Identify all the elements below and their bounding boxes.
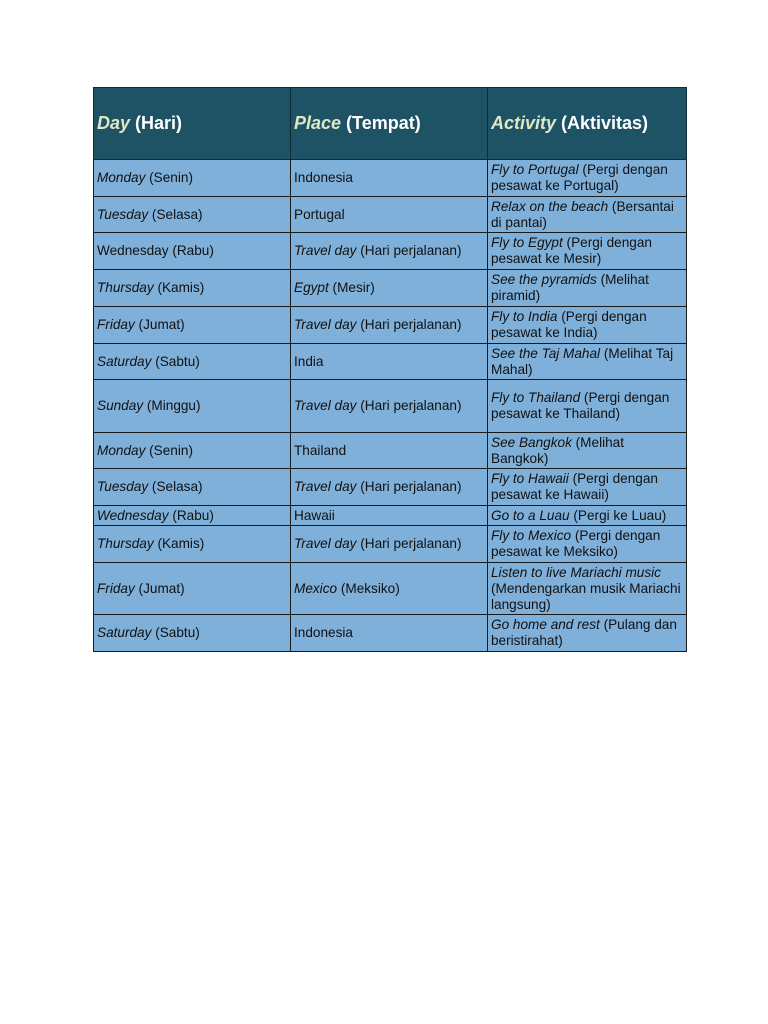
activity-en: Fly to India xyxy=(491,309,558,324)
activity-cell xyxy=(488,197,687,233)
day-en: Saturday xyxy=(97,625,152,640)
place-en: Travel day xyxy=(294,479,357,494)
header-activity-id: (Aktivitas) xyxy=(556,113,649,133)
day-en: Wednesday xyxy=(97,507,169,523)
table-row xyxy=(94,160,687,197)
place-id: (Mesir) xyxy=(328,280,375,295)
place-id: Thailand xyxy=(294,442,347,458)
header-place-id: (Tempat) xyxy=(341,113,421,133)
header-activity xyxy=(488,88,687,160)
activity-cell xyxy=(488,615,687,652)
place-id: (Hari perjalanan) xyxy=(356,243,462,258)
activity-cell xyxy=(488,270,687,307)
place-en: Travel day xyxy=(294,536,357,551)
place-id: (Hari perjalanan) xyxy=(356,536,462,551)
activity-id: (Pergi dengan pesawat ke Mesir) xyxy=(491,235,652,266)
day-id: (Selasa) xyxy=(148,479,203,494)
activity-cell xyxy=(488,233,687,270)
activity-cell xyxy=(488,526,687,563)
table-row xyxy=(94,307,687,344)
travel-schedule-table xyxy=(93,87,687,652)
day-cell xyxy=(94,615,291,652)
place-id: Hawaii xyxy=(294,507,335,523)
day-en: Monday xyxy=(97,170,146,185)
day-cell xyxy=(94,469,291,506)
day-en: Tuesday xyxy=(97,479,149,494)
day-cell xyxy=(94,197,291,233)
activity-en: Listen to live Mariachi music xyxy=(491,564,661,580)
place-id: (Hari perjalanan) xyxy=(356,479,462,494)
place-cell xyxy=(291,197,488,233)
place-cell xyxy=(291,563,488,615)
place-cell xyxy=(291,526,488,563)
day-cell xyxy=(94,380,291,433)
activity-id: (Pergi dengan pesawat ke Hawaii) xyxy=(491,471,658,502)
header-place-en: Place xyxy=(294,113,342,133)
header-activity-en: Activity xyxy=(491,113,557,133)
table-row xyxy=(94,197,687,233)
day-en: Tuesday xyxy=(97,206,149,222)
activity-cell xyxy=(488,469,687,506)
table-row xyxy=(94,469,687,506)
day-id: (Jumat) xyxy=(134,317,185,332)
place-cell xyxy=(291,270,488,307)
activity-id: (Pergi ke Luau) xyxy=(569,507,667,523)
day-cell xyxy=(94,433,291,469)
day-cell xyxy=(94,270,291,307)
place-cell xyxy=(291,380,488,433)
activity-cell xyxy=(488,506,687,526)
activity-id: (Pergi dengan pesawat ke Thailand) xyxy=(491,390,670,421)
header-day-id: (Hari) xyxy=(130,113,183,133)
day-cell xyxy=(94,160,291,197)
activity-id: (Bersantai di pantai) xyxy=(491,198,674,230)
day-cell xyxy=(94,233,291,270)
activity-id: (Melihat Taj Mahal) xyxy=(491,345,674,377)
activity-id: (Pergi dengan pesawat ke India) xyxy=(491,309,647,340)
table-header-row xyxy=(94,88,687,160)
header-day-en: Day xyxy=(97,113,131,133)
place-id: India xyxy=(294,353,324,369)
table-row xyxy=(94,270,687,307)
activity-en: See Bangkok xyxy=(491,434,572,450)
place-en: Mexico xyxy=(294,580,338,596)
day-id: (Kamis) xyxy=(153,536,205,551)
day-en: Monday xyxy=(97,442,146,458)
day-cell xyxy=(94,563,291,615)
day-cell xyxy=(94,344,291,380)
activity-en: Go to a Luau xyxy=(491,507,570,523)
activity-id: (Mendengarkan musik Mariachi langsung) xyxy=(491,580,681,612)
place-en: Travel day xyxy=(294,317,357,332)
day-en: Friday xyxy=(97,580,135,596)
activity-en: See the Taj Mahal xyxy=(491,345,601,361)
activity-cell xyxy=(488,380,687,433)
day-id: (Kamis) xyxy=(153,280,205,295)
place-cell xyxy=(291,469,488,506)
day-id: (Rabu) xyxy=(168,507,214,523)
day-cell xyxy=(94,526,291,563)
table-row xyxy=(94,526,687,563)
place-id: Indonesia xyxy=(294,170,353,185)
table-row xyxy=(94,433,687,469)
place-id: Indonesia xyxy=(294,625,353,640)
place-cell xyxy=(291,615,488,652)
day-id: (Selasa) xyxy=(148,206,203,222)
day-en: Thursday xyxy=(97,536,154,551)
activity-en: See the pyramids xyxy=(491,272,597,287)
activity-cell xyxy=(488,433,687,469)
table-row xyxy=(94,344,687,380)
place-en: Egypt xyxy=(294,280,329,295)
day-id: (Senin) xyxy=(145,170,193,185)
day-cell xyxy=(94,307,291,344)
place-en: Travel day xyxy=(294,243,357,258)
activity-en: Fly to Egypt xyxy=(491,235,563,250)
place-en: Travel day xyxy=(294,398,357,413)
day-id: (Sabtu) xyxy=(151,625,200,640)
activity-id: (Pulang dan beristirahat) xyxy=(491,617,677,648)
table-row xyxy=(94,233,687,270)
activity-id: (Pergi dengan pesawat ke Meksiko) xyxy=(491,528,661,559)
activity-id: (Melihat Bangkok) xyxy=(491,434,624,466)
day-id: (Minggu) xyxy=(143,398,201,413)
day-en: Sunday xyxy=(97,398,144,413)
activity-en: Go home and rest xyxy=(491,617,600,632)
day-en: Friday xyxy=(97,317,135,332)
activity-en: Fly to Mexico xyxy=(491,528,572,543)
day-id: (Jumat) xyxy=(134,580,185,596)
activity-id: (Pergi dengan pesawat ke Portugal) xyxy=(491,162,668,193)
place-id: (Hari perjalanan) xyxy=(356,398,462,413)
activity-cell xyxy=(488,563,687,615)
place-id: (Hari perjalanan) xyxy=(356,317,462,332)
day-id: (Senin) xyxy=(145,442,193,458)
activity-cell xyxy=(488,160,687,197)
day-id: Wednesday (Rabu) xyxy=(97,243,214,258)
place-cell xyxy=(291,160,488,197)
header-place xyxy=(291,88,488,160)
place-cell xyxy=(291,307,488,344)
activity-en: Relax on the beach xyxy=(491,198,609,214)
header-day xyxy=(94,88,291,160)
day-id: (Sabtu) xyxy=(151,353,200,369)
activity-en: Fly to Portugal xyxy=(491,162,579,177)
activity-id: (Melihat piramid) xyxy=(491,272,649,303)
activity-cell xyxy=(488,344,687,380)
place-cell xyxy=(291,506,488,526)
activity-cell xyxy=(488,307,687,344)
table-row xyxy=(94,563,687,615)
place-id: Portugal xyxy=(294,206,345,222)
place-id: (Meksiko) xyxy=(337,580,400,596)
table-row xyxy=(94,615,687,652)
activity-en: Fly to Hawaii xyxy=(491,471,569,486)
place-cell xyxy=(291,233,488,270)
place-cell xyxy=(291,344,488,380)
table-row xyxy=(94,380,687,433)
place-cell xyxy=(291,433,488,469)
day-cell xyxy=(94,506,291,526)
day-en: Saturday xyxy=(97,353,152,369)
activity-en: Fly to Thailand xyxy=(491,390,581,405)
table-row xyxy=(94,506,687,526)
day-en: Thursday xyxy=(97,280,154,295)
